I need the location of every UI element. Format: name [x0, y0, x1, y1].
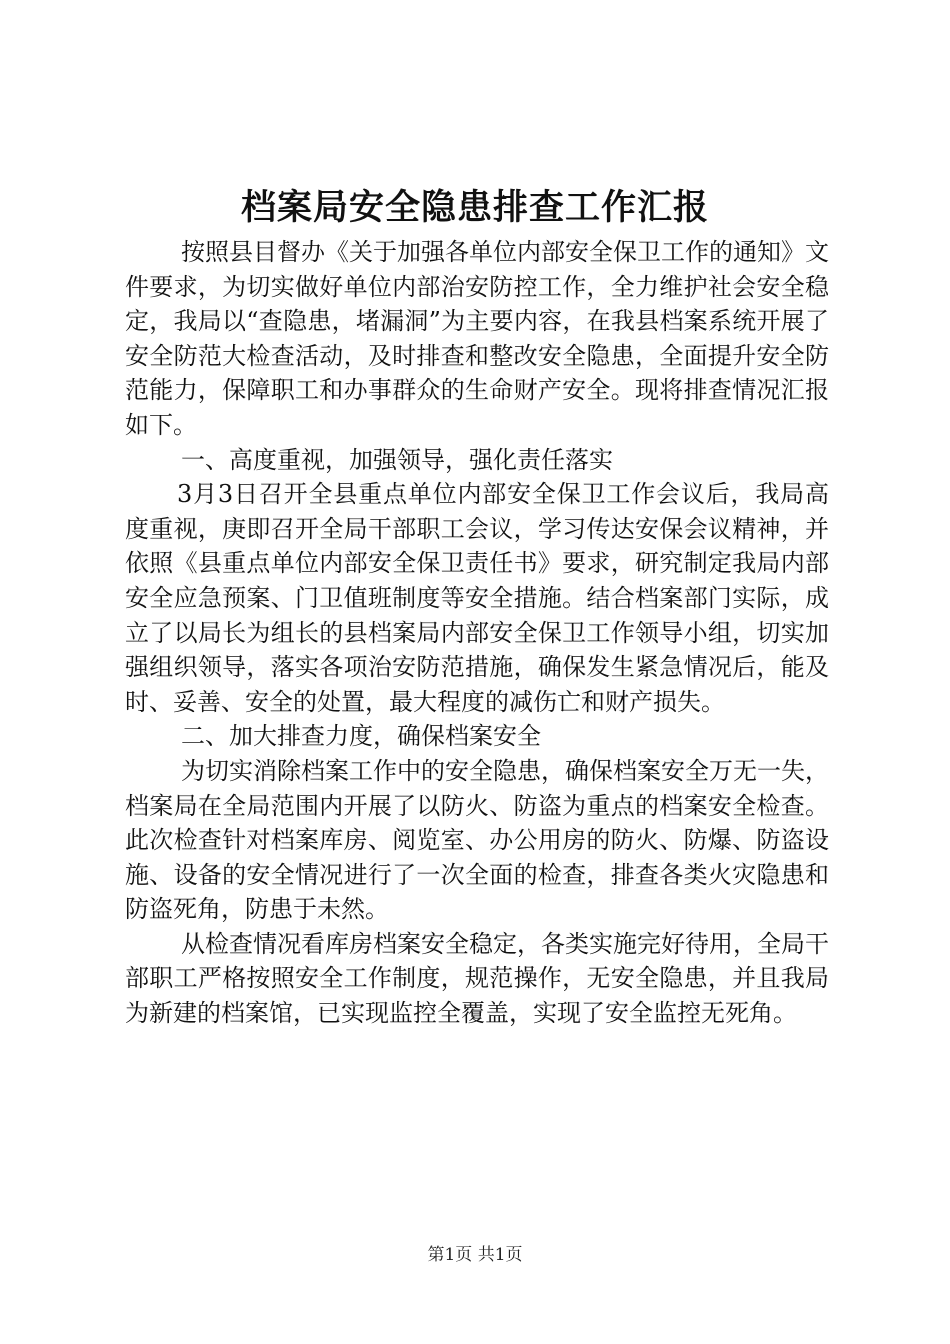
section-1-paragraph: 3月3日召开全县重点单位内部安全保卫工作会议后，我局高度重视，庚即召开全局干部职工会议，学习传达安保会议精神，并依照《县重点单位内部安全保卫责任书》要求，研究制定我局内部安全应急预案、门卫值班制度等安全措施。结合档案部门实际，成立了以局长为组长的县档案局内部安全保卫工作领导小组，切实加强组织领导，落实各项治安防范措施，确保发生紧急情况后，能及时、妥善、安全的处置，最大程度的减伤亡和财产损失。: [125, 480, 829, 716]
section-heading-1: 一、高度重视，加强领导，强化责任落实: [181, 445, 613, 474]
section-heading-2: 二、加大排查力度，确保档案安全: [181, 722, 541, 751]
page-footer: 第1页 共1页: [427, 1245, 523, 1265]
document-title: 档案局安全隐患排查工作汇报: [240, 187, 709, 228]
section-2-paragraph: 为切实消除档案工作中的安全隐患，确保档案安全万无一失，档案局在全局范围内开展了以防火、防盗为重点的档案安全检查。此次检查针对档案库房、阅览室、办公用房的防火、防爆、防盗设施、设备的安全情况进行了一次全面的检查，排查各类火灾隐患和防盗死角，防患于未然。: [125, 756, 829, 924]
document-body: [125, 235, 829, 1031]
conclusion-paragraph: 从检查情况看库房档案安全稳定，各类实施完好待用，全局干部职工严格按照安全工作制度，规范操作，无安全隐患，并且我局为新建的档案馆，已实现监控全覆盖，实现了安全监控无死角。: [125, 929, 829, 1028]
intro-paragraph: 按照县目督办《关于加强各单位内部安全保卫工作的通知》文件要求，为切实做好单位内部治安防控工作，全力维护社会安全稳定，我局以“查隐患，堵漏洞”为主要内容，在我县档案系统开展了安全防范大检查活动，及时排查和整改安全隐患，全面提升安全防范能力，保障职工和办事群众的生命财产安全。现将排查情况汇报如下。: [125, 238, 829, 439]
